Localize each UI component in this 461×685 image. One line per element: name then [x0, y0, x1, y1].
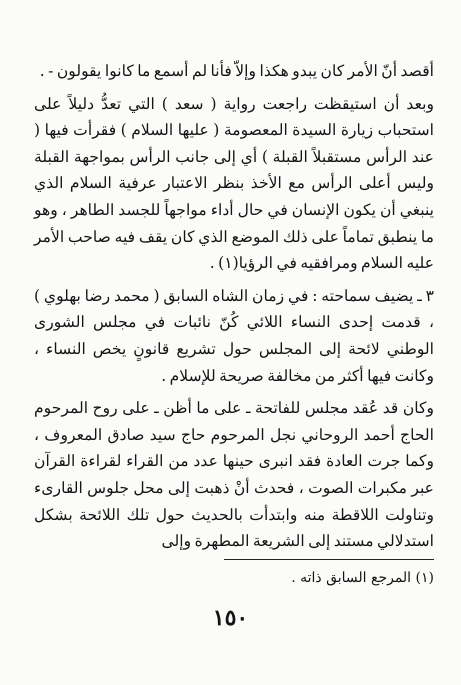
page-number: ١٥٠	[212, 605, 249, 631]
page-body	[34, 58, 434, 555]
paragraph-3: ٣ ـ يضيف سماحته : في زمان الشاه السابق ( محمد رضا بهلوي ) ، قدمت إحدى النساء اللائي كُنّ نائبات في مجلس الشورى الوطني لائحة إلى المجلس حول تشريع قانونٍ يخص النساء ، وكانت فيها أكثر من مخالفة صريحة للإسلام .	[34, 286, 434, 385]
footnote: (١) المرجع السابق ذاته .	[291, 570, 434, 586]
paragraph-2: وبعد أن استيقظت راجعت رواية ( سعد ) التي تعدُّ دليلاً على استحباب زيارة السيدة المعصومة ( عليها السلام ) فقرأت فيها ( عند الرأس مستقبلاً القبلة ) أي إلى جانب الرأس بمواجهة القبلة وليس أعلى الرأس مع الأخذ بنظر الاعتبار عرفية السلام الذي ينبغي أن يكون الإنسان في حال أداء مواجهاً للجسد الطاهر ، وهو ما ينطبق تماماً على ذلك الموضع الذي كان يقف فيه صاحب الأمر عليه السلام ومرافقيه في الرؤيا(١) .	[34, 94, 434, 273]
paragraph-1: أقصد أنّ الأمر كان يبدو هكذا وإلاّ فأنا لم أسمع ما كانوا يقولون - .	[39, 62, 434, 80]
footnote-divider	[224, 559, 434, 560]
paragraph-4: وكان قد عُقد مجلس للفاتحة ـ على ما أظن ـ على روح المرحوم الحاج أحمد الروحاني نجل المرحوم حاج سيد صادق المعروف ، وكما جرت العادة فقد انبرى حينها عدد من القراء لقراءة القرآن عبر مكبرات الصوت ، فحدث أنْ ذهبت إلى محل جلوس القارىء وتناولت اللاقطة منه وابتدأت بالحديث حول تلك اللائحة بشكل استدلالي مستند إلى الشريعة المطهرة وإلى	[34, 399, 434, 551]
